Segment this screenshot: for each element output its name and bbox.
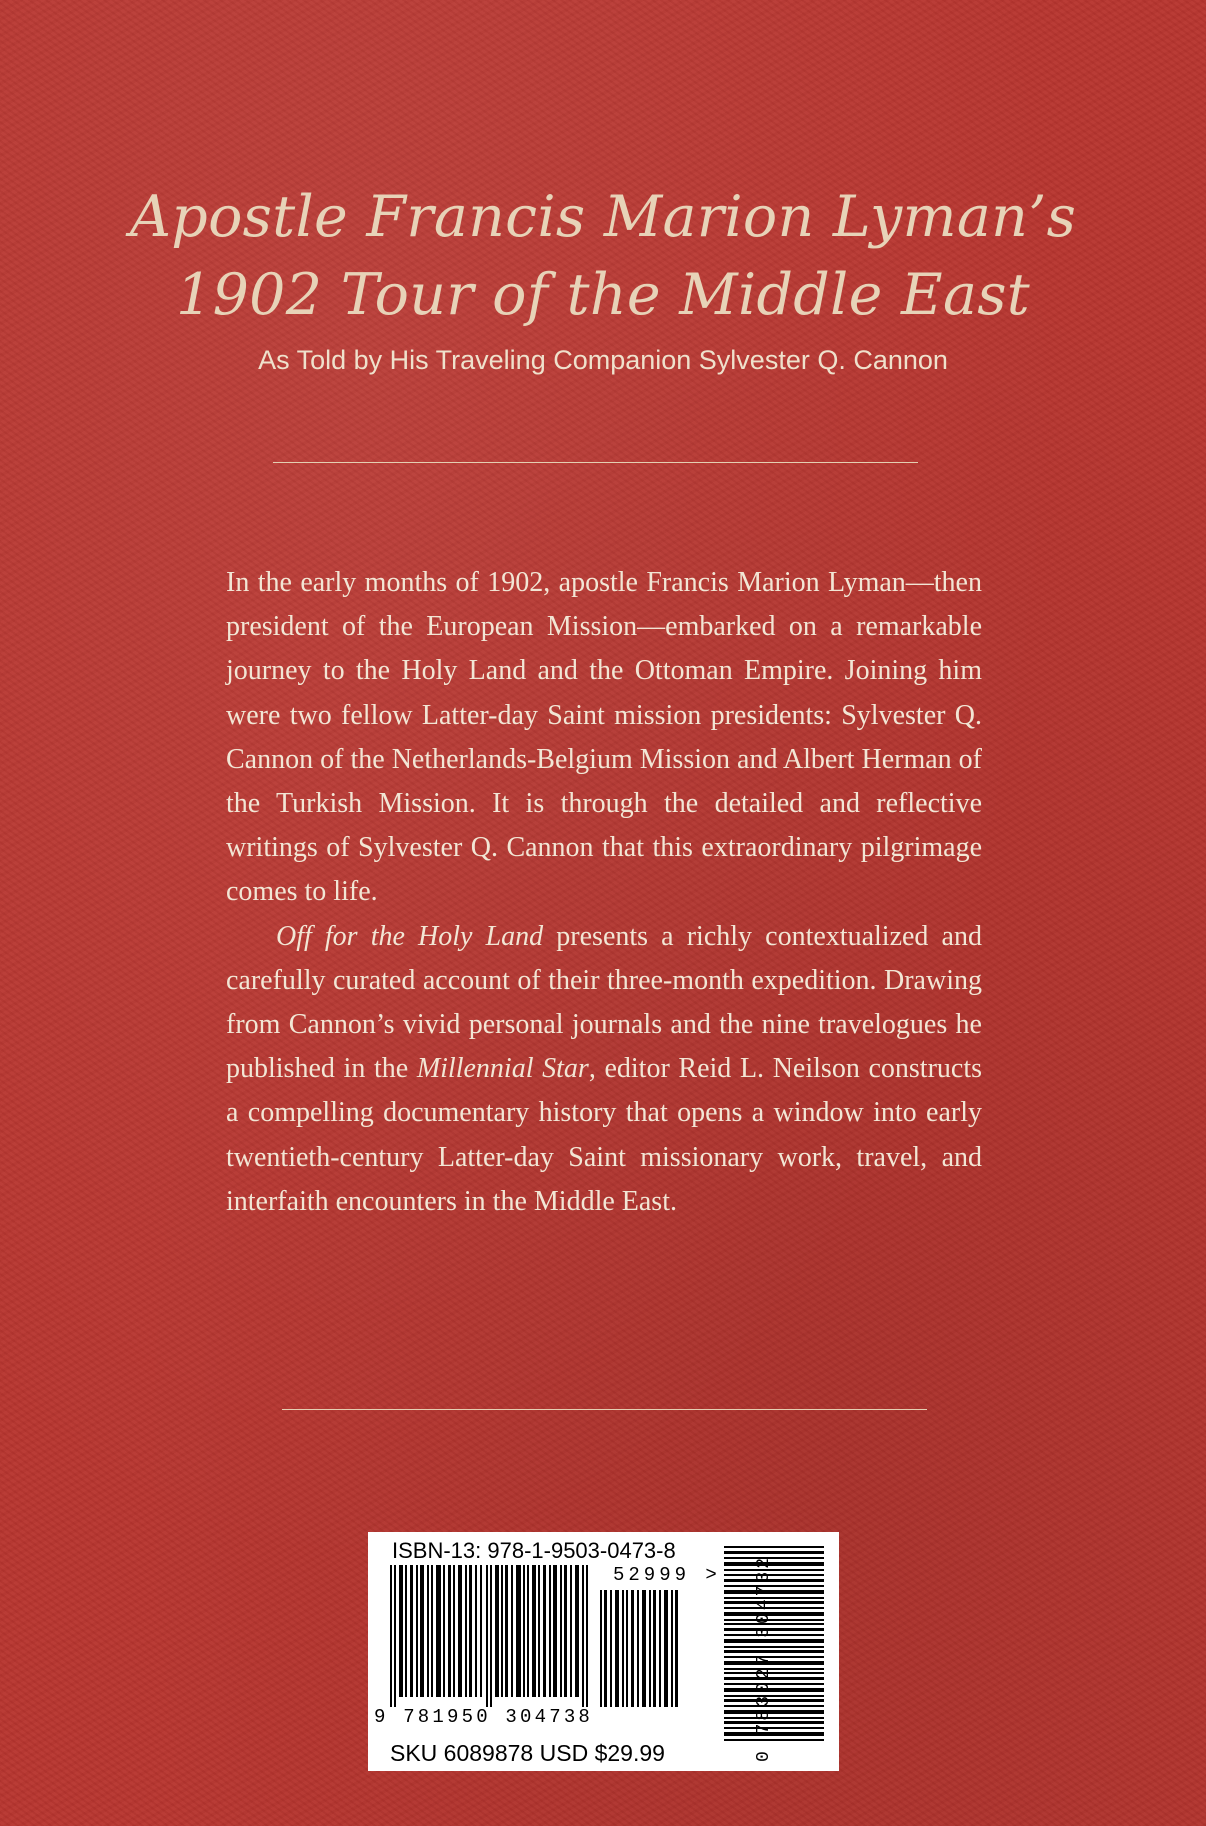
description-text <box>226 561 982 1224</box>
barcode-block <box>368 1532 839 1771</box>
isbn-label: ISBN-13: 978-1-9503-0473-8 <box>392 1538 676 1563</box>
bottom-divider <box>282 1409 927 1410</box>
side-barcode-digits: 0 783027 304732 <box>754 1554 774 1762</box>
ean-digits: 9 781950 304738 <box>374 1706 594 1728</box>
sku-price-label: SKU 6089878 USD $29.99 <box>390 1740 665 1766</box>
description-paragraph-2-part-b: , editor Reid L. Neilson constructs a compelling documentary history that opens a window into early twentieth-century Latter-day Saint missionary work, travel, and interfaith encounters in the Middle East. <box>226 1053 982 1217</box>
top-divider <box>273 462 918 463</box>
price-addon-barcode <box>600 1590 682 1707</box>
book-subtitle: As Told by His Traveling Companion Sylvester Q. Cannon <box>258 345 948 375</box>
book-title <box>0 178 1206 334</box>
title-line-2: 1902 Tour of the Middle East <box>176 262 1030 328</box>
description-paragraph-1: In the early months of 1902, apostle Francis Marion Lyman—then president of the European Mission—embarked on a remarkable journey to the Holy Land and the Ottoman Empire. Joining him were two fellow Latter-day Saint mission presidents: Sylvester Q. Cannon of the Netherlands-Belgium Mission and Albert Herman of the Turkish Mission. It is through the detailed and reflective writings of Sylvester Q. Cannon that this extraordinary pilgrimage comes to life. <box>226 567 982 908</box>
ean-barcode <box>390 1565 595 1707</box>
book-title-italic: Off for the Holy Land <box>276 920 544 952</box>
description-paragraph-2-part-a: presents a richly contextualized and carefully curated account of their three-month expedition. Drawing from Cannon’s vivid personal journals and the nine travelogues he published in the <box>226 920 982 1085</box>
price-code: 52999 > <box>613 1564 721 1586</box>
periodical-title-italic: Millennial Star <box>416 1053 589 1085</box>
description-paragraph-2 <box>226 915 982 1224</box>
title-line-1: Apostle Francis Marion Lyman’s <box>129 184 1077 250</box>
side-barcode <box>724 1546 824 1742</box>
